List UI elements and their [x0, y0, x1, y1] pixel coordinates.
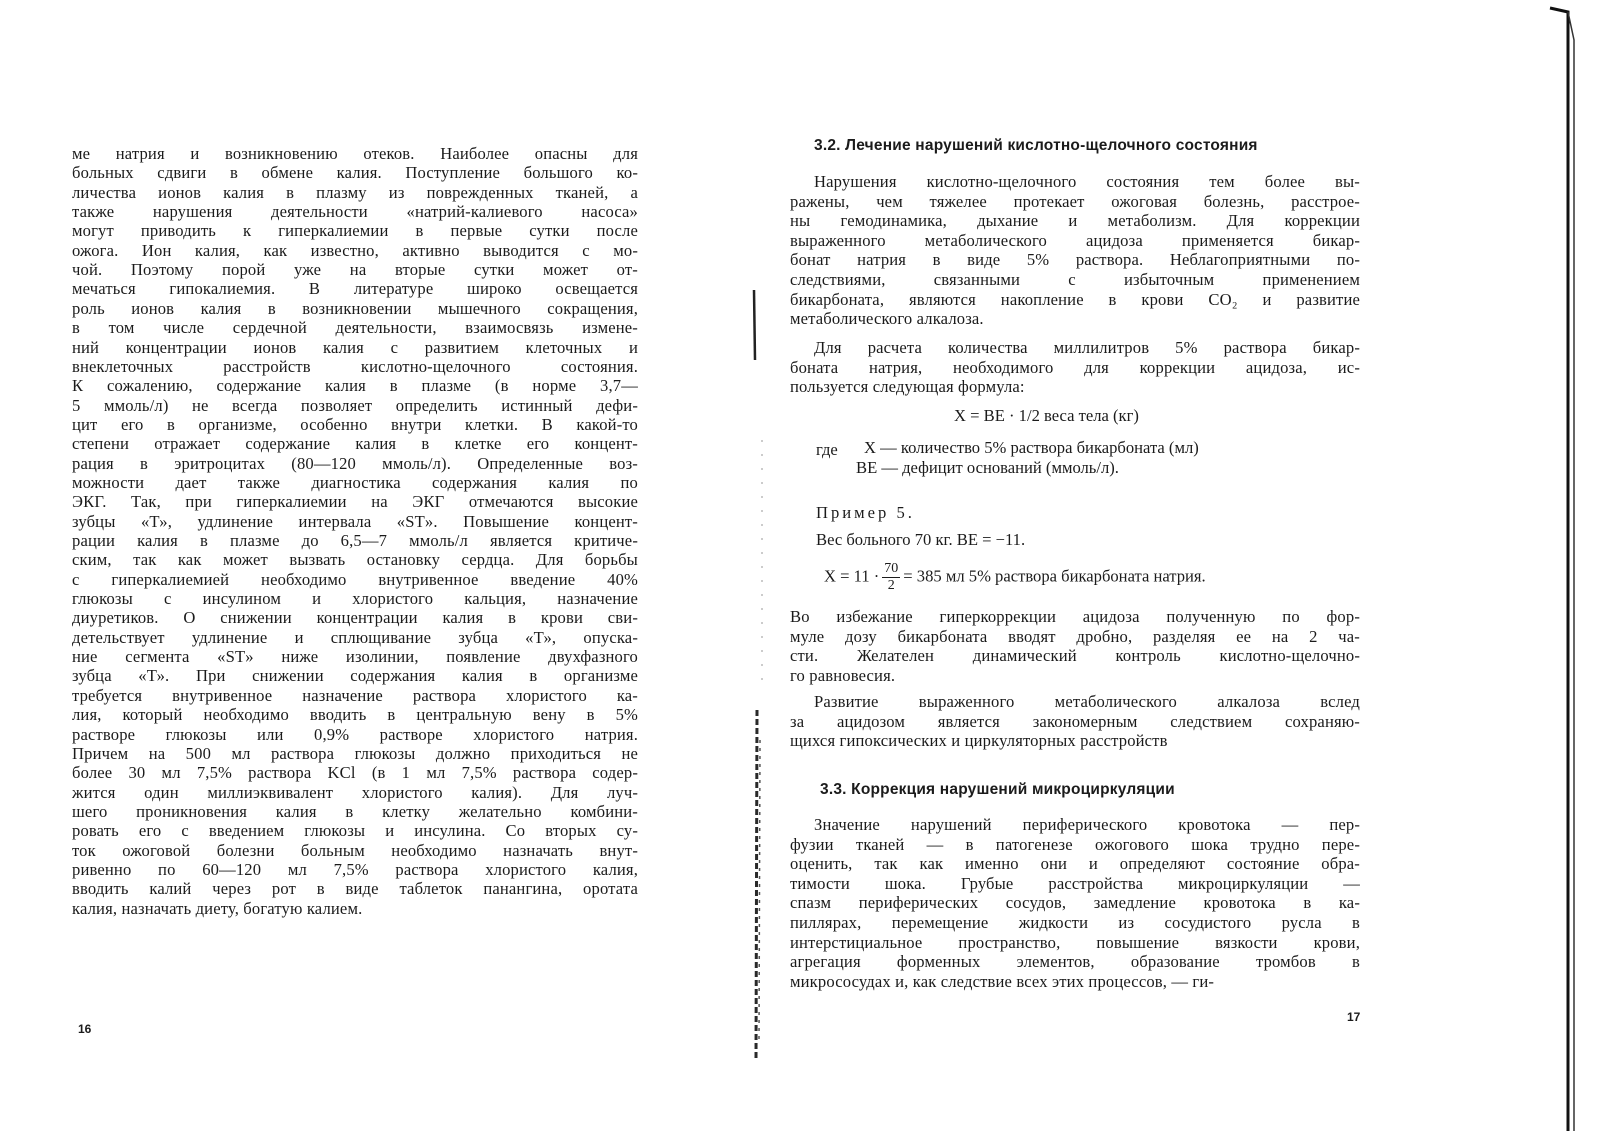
text-line: растворе глюкозы или 0,9% растворе хлористого натрия. [72, 724, 638, 744]
text-line: спазм периферических сосудов, замедление кровотока в ка- [790, 893, 1360, 913]
text-line: бонат натрия в виде 5% раствора. Неблагоприятными по- [790, 250, 1360, 270]
page-number-left: 16 [78, 1022, 92, 1036]
text-line: зубцы «Т», удлинение интервала «ST». Повышение концент- [72, 511, 638, 531]
text-line: роль ионов калия в возникновении мышечного сокращения, [72, 298, 638, 318]
text-line: ожога. Ион калия, как известно, активно выводится с мо- [72, 240, 638, 260]
text-line: вводить калий через рот в виде таблеток панангина, оротата [72, 879, 638, 899]
text-line: цит его в организме, особенно внутри клетки. В какой-то [72, 414, 638, 434]
text-line: го равновесия. [790, 665, 896, 685]
text-line: Развитие выраженного метаболического алкалоза вслед [814, 692, 1360, 711]
text-line: за ацидозом является закономерным следствием сохраняю- [790, 711, 1360, 731]
text-line: Для расчета количества миллилитров 5% раствора бикар- [814, 338, 1360, 357]
text-line: щихся гипоксических и циркуляторных расстройств [790, 731, 1168, 751]
text-line: Нарушения кислотно-щелочного состояния тем более вы- [814, 172, 1360, 191]
text-line: оценить, так как именно они и определяют состояние обра- [790, 854, 1360, 874]
text-line: К сожалению, содержание калия в плазме (в норме 3,7— [72, 376, 638, 396]
text-line: ЭКГ. Так, при гиперкалиемии на ЭКГ отмечаются высокие [72, 492, 638, 512]
text-line: ны гемодинамика, дыхание и метаболизм. Для коррекции [790, 211, 1360, 231]
text-line: ние сегмента «ST» ниже изолинии, появление двухфазного [72, 647, 638, 667]
text-line: калия, назначать диету, богатую калием. [72, 898, 363, 918]
text-line: Значение нарушений периферического кровотока — пер- [814, 815, 1360, 834]
text-line: выраженного метаболического ацидоза применяется бикар- [790, 230, 1360, 250]
text-line: агрегация форменных элементов, образование тромбов в [790, 952, 1360, 972]
text-line: ривенно по 60—120 мл 7,5% раствора хлористого калия, [72, 859, 638, 879]
text-line: мечаться гипокалиемия. В литературе широко освещается [72, 279, 638, 299]
example-fraction [882, 561, 900, 594]
text-line: муле дозу бикарбоната вводят дробно, разделяя ее на 2 ча- [790, 626, 1360, 646]
text-line: интерстициальное пространство, повышение вязкости крови, [790, 932, 1360, 952]
formula-where-label: где [816, 440, 838, 459]
text-line: личества ионов калия в плазму из поврежденных тканей, а [72, 182, 638, 202]
left-page [0, 0, 760, 1131]
book-edge-shadow [1548, 0, 1600, 1131]
formula-where-x: X — количество 5% раствора бикарбоната (мл) [864, 438, 1199, 457]
text-line: можности дает также диагностика содержания калия по [72, 472, 638, 492]
text-line: зубца «Т». При снижении содержания калия в организме [72, 666, 638, 686]
page-number-right: 17 [1347, 1010, 1361, 1024]
example-calc-suffix: = 385 мл 5% раствора бикарбоната натрия. [903, 566, 1206, 586]
right-page [770, 0, 1570, 1131]
text-line: ме натрия и возникновению отеков. Наиболее опасны для [72, 144, 638, 163]
text-line: метаболического алкалоза. [790, 309, 984, 329]
text-line: в том числе сердечной деятельности, взаимосвязь измене- [72, 318, 638, 338]
example-calc-prefix: X = 11 · [824, 566, 880, 586]
text-line: чой. Поэтому порой уже на вторые сутки может от- [72, 260, 638, 280]
text-line: 5 ммоль/л) не всегда позволяет определить истинный дефи- [72, 395, 638, 415]
formula-main: X = BE · 1/2 веса тела (кг) [954, 406, 1139, 425]
text-line: ток ожоговой болезни больным необходимо назначать внут- [72, 840, 638, 860]
text-line: внеклеточных расстройств кислотно-щелочного состояния. [72, 356, 638, 376]
text-line: диуретиков. О снижении концентрации калия в крови сви- [72, 608, 638, 628]
text-line: жится один миллиэквивалент хлористого калия). Для луч- [72, 782, 638, 802]
text-line: больных сдвиги в обмене калия. Поступление большого ко- [72, 163, 638, 183]
text-line: ражены, чем тяжелее протекает ожоговая болезнь, расстрое- [790, 191, 1360, 211]
text-line: детельствует удлинение и сплющивание зубца «Т», опуска- [72, 627, 638, 647]
example-weight: Вес больного 70 кг. BE = −11. [816, 530, 1026, 549]
text-line: требуется внутривенное назначение раствора хлористого ка- [72, 685, 638, 705]
text-line: пользуется следующая формула: [790, 377, 1025, 397]
example-fraction-numerator: 70 [884, 561, 899, 576]
formula-where-be: BE — дефицит оснований (ммоль/л). [856, 458, 1119, 477]
text-line: следствиями, связанными с избыточным применением [790, 270, 1360, 289]
text-line: фузии тканей — в патогенезе ожогового шока трудно пере- [790, 834, 1360, 854]
text-line: шего проникновения калия в клетку желательно комбини- [72, 801, 638, 821]
section-3-2-heading: 3.2. Лечение нарушений кислотно-щелочного состояния [814, 137, 1258, 154]
text-line: сти. Желателен динамический контроль кислотно-щелочно- [790, 646, 1360, 666]
text-line: рация в эритроцитах (80—120 ммоль/л). Определенные воз- [72, 453, 638, 473]
text-line: ровать его с введением глюкозы и инсулина. Со вторых су- [72, 821, 638, 841]
text-line: тимости шока. Грубые расстройства микроциркуляции — [790, 873, 1360, 893]
text-line: бикарбоната, являются накопление в крови CO₂ и развитие [790, 289, 1360, 309]
text-line: лия, который необходимо вводить в центральную вену в 5% [72, 705, 638, 725]
example-calculation [824, 561, 1206, 594]
text-line: также нарушения деятельности «натрий-калиевого насоса» [72, 202, 638, 222]
text-line: микрососудах и, как следствие всех этих процессов, — ги- [790, 971, 1215, 991]
example-title: Пример 5. [816, 503, 915, 522]
text-line: более 30 мл 7,5% раствора KCl (в 1 мл 7,5% раствора содер- [72, 763, 638, 783]
text-line: рации калия в плазме до 6,5—7 ммоль/л является критиче- [72, 531, 638, 550]
text-line: с гиперкалиемией необходимо внутривенное введение 40% [72, 569, 638, 589]
text-line: глюкозы с инсулином и хлористого кальция, назначение [72, 589, 638, 609]
text-line: боната натрия, необходимого для коррекции ацидоза, ис- [790, 357, 1360, 377]
text-line: ний концентрации ионов калия с развитием клеточных и [72, 337, 638, 357]
text-line: степени отражает содержание калия в клетке его концент- [72, 434, 638, 454]
text-line: ским, так как может вызвать остановку сердца. Для борьбы [72, 550, 638, 570]
section-3-3-heading: 3.3. Коррекция нарушений микроциркуляции [820, 781, 1175, 798]
book-binding-shadow [746, 40, 772, 1080]
text-line: Во избежание гиперкоррекции ацидоза полученную по фор- [790, 607, 1360, 626]
text-line: Причем на 500 мл раствора глюкозы должно приходиться не [72, 743, 638, 763]
example-fraction-denominator: 2 [887, 578, 895, 593]
text-line: могут приводить к гиперкалиемии в первые сутки после [72, 221, 638, 241]
text-line: пиллярах, перемещение жидкости из сосудистого русла в [790, 913, 1360, 932]
